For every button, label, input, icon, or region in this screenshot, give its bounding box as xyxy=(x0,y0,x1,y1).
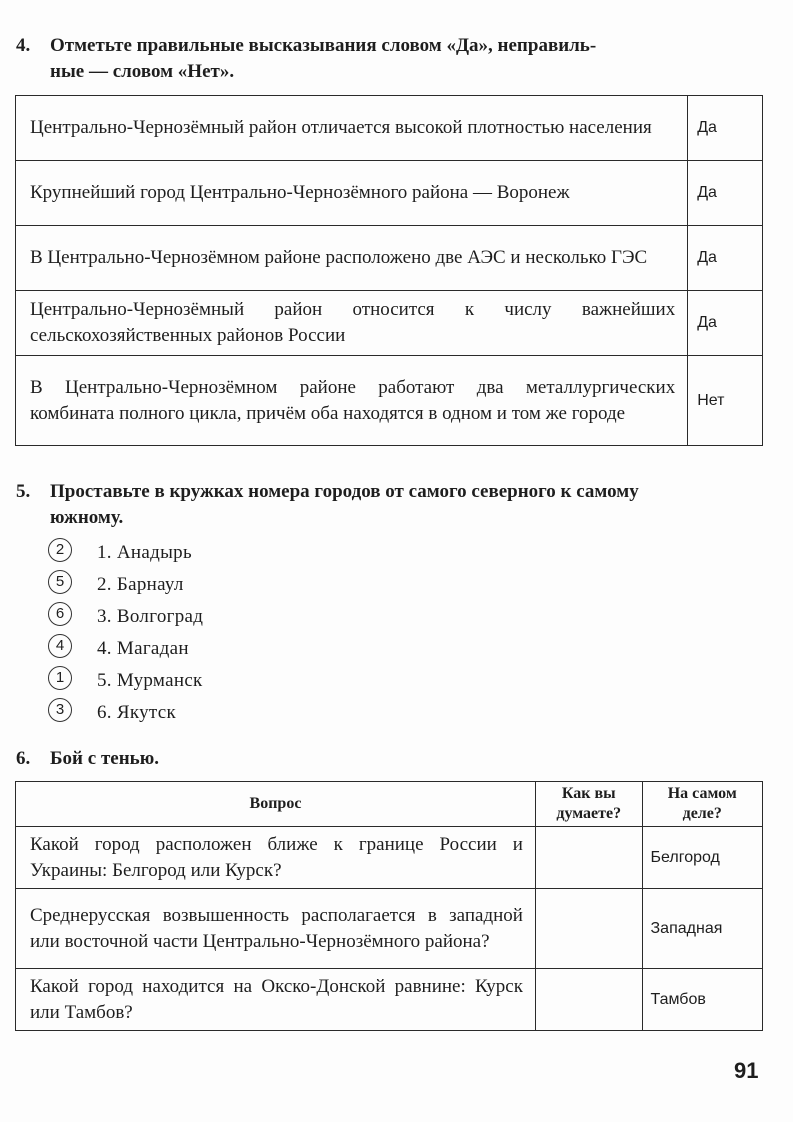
table-row xyxy=(16,827,763,889)
answer-cell[interactable]: Да xyxy=(688,161,763,226)
answer-cell[interactable]: Нет xyxy=(688,356,763,446)
table-row xyxy=(16,356,763,446)
city-label: 3. Волгоград xyxy=(97,606,204,627)
task6-table xyxy=(15,781,763,1031)
answer-cell[interactable]: Да xyxy=(688,291,763,356)
question-cell: Среднерусская возвышенность располагается в западной или восточной части Центрально-Чернозёмного района? xyxy=(16,889,536,969)
header-row xyxy=(16,782,763,827)
fact-cell[interactable]: Западная xyxy=(642,889,762,969)
answer-cell[interactable]: Да xyxy=(688,96,763,161)
city-label: 1. Анадырь xyxy=(97,542,192,563)
statement-cell: В Центрально-Чернозёмном районе работают два металлургических комбината полного цикла, причём оба находятся в одном и том же городе xyxy=(16,356,688,446)
guess-cell[interactable] xyxy=(535,827,642,889)
task6-title: Бой с тенью. xyxy=(50,748,159,769)
question-cell: Какой город расположен ближе к границе России и Украины: Белгород или Курск? xyxy=(16,827,536,889)
order-circle[interactable]: 4 xyxy=(48,634,72,658)
statement-cell: Центрально-Чернозёмный район относится к числу важнейших сельскохозяйственных районов России xyxy=(16,291,688,356)
task4-heading xyxy=(16,33,776,85)
fact-cell[interactable]: Белгород xyxy=(642,827,762,889)
order-circle[interactable]: 6 xyxy=(48,602,72,626)
order-circle[interactable]: 1 xyxy=(48,666,72,690)
city-label: 6. Якутск xyxy=(97,702,177,723)
task5-heading xyxy=(16,479,776,531)
task4-number: 4. xyxy=(16,35,31,56)
task6-heading xyxy=(16,746,776,772)
city-label: 5. Мурманск xyxy=(97,670,203,691)
task4-table xyxy=(15,95,763,446)
guess-cell[interactable] xyxy=(535,889,642,969)
order-circle[interactable]: 5 xyxy=(48,570,72,594)
header-fact: На самом деле? xyxy=(642,782,762,827)
table-row xyxy=(16,291,763,356)
statement-cell: Центрально-Чернозёмный район отличается высокой плотностью населения xyxy=(16,96,688,161)
order-circle[interactable]: 3 xyxy=(48,698,72,722)
header-question: Вопрос xyxy=(16,782,536,827)
answer-cell[interactable]: Да xyxy=(688,226,763,291)
guess-cell[interactable] xyxy=(535,969,642,1031)
table-row xyxy=(16,226,763,291)
task4-title-line2: ные — словом «Нет». xyxy=(50,61,235,82)
task5-number: 5. xyxy=(16,481,31,502)
table-row xyxy=(16,889,763,969)
statement-cell: В Центрально-Чернозёмном районе расположено две АЭС и несколько ГЭС xyxy=(16,226,688,291)
statement-cell: Крупнейший город Центрально-Чернозёмного района — Воронеж xyxy=(16,161,688,226)
city-label: 4. Магадан xyxy=(97,638,189,659)
header-guess: Как вы думаете? xyxy=(535,782,642,827)
task4-title-line1: Отметьте правильные высказывания словом «Да», неправиль- xyxy=(50,35,597,56)
task5-title-line1: Проставьте в кружках номера городов от самого северного к самому xyxy=(50,481,639,502)
order-circle[interactable]: 2 xyxy=(48,538,72,562)
table-row xyxy=(16,161,763,226)
page-number: 91 xyxy=(734,1058,759,1083)
table-row xyxy=(16,96,763,161)
task6-number: 6. xyxy=(16,748,31,769)
fact-cell[interactable]: Тамбов xyxy=(642,969,762,1031)
task5-title-line2: южному. xyxy=(50,507,124,528)
table-row xyxy=(16,969,763,1031)
question-cell: Какой город находится на Окско-Донской равнине: Курск или Тамбов? xyxy=(16,969,536,1031)
city-label: 2. Барнаул xyxy=(97,574,184,595)
